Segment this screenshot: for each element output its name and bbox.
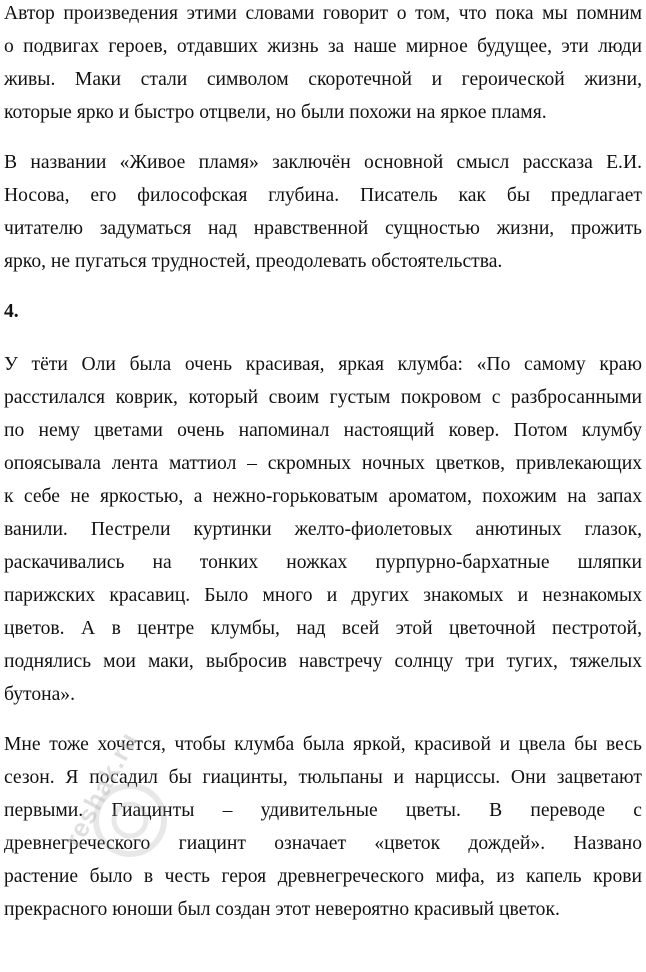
text-line: поднялись мои маки, выбросив навстречу солнцу три тугих, тяжелых [4, 651, 642, 672]
text-line: В названии «Живое пламя» заключён основной смысл рассказа Е.И. [4, 152, 642, 173]
text-line: раскачивались на тонких ножках пурпурно-бархатные шляпки [4, 552, 642, 573]
text-line: цветов. А в центре клумбы, над всей этой цветочной пестротой, [4, 618, 642, 639]
text-line: бутона». [4, 684, 75, 705]
text-line: первыми. Гиацинты – удивительные цветы. В переводе с [4, 800, 642, 821]
section-number-heading: 4. [4, 301, 19, 322]
text-line: Автор произведения этими словами говорит о том, что пока мы помним [4, 3, 642, 24]
text-line: Мне тоже хочется, чтобы клумба была яркой, красивой и цвела бы весь [4, 734, 642, 755]
text-line: которые ярко и быстро отцвели, но были похожи на яркое пламя. [4, 102, 547, 123]
text-line: ярко, не пугаться трудностей, преодолевать обстоятельства. [4, 251, 503, 272]
text-line: читателю задуматься над нравственной сущностью жизни, прожить [4, 218, 642, 239]
text-line: У тёти Оли была очень красивая, яркая клумба: «По самому краю [4, 354, 642, 375]
text-line: о подвигах героев, отдавших жизнь за наше мирное будущее, эти люди [4, 36, 642, 57]
text-line: живы. Маки стали символом скоротечной и героической жизни, [4, 69, 642, 90]
text-line: опоясывала лента маттиол – скромных ночных цветков, привлекающих [4, 453, 642, 474]
text-line: Носова, его философская глубина. Писатель как бы предлагает [4, 185, 642, 206]
text-line: по нему цветами очень напоминал настоящий ковер. Потом клумбу [4, 420, 642, 441]
text-line: ванили. Пестрели куртинки желто-фиолетовых анютиных глазок, [4, 519, 642, 540]
text-line: древнегреческого гиацинт означает «цветок дождей». Названо [4, 833, 642, 854]
text-line: растение было в честь героя древнегреческого мифа, из капель крови [4, 866, 642, 887]
text-line: прекрасного юноши был создан этот невероятно красивый цветок. [4, 899, 560, 920]
watermark-text: reshak.ru [58, 726, 144, 853]
text-line: сезон. Я посадил бы гиацинты, тюльпаны и нарциссы. Они зацветают [4, 767, 642, 788]
text-line: к себе не яркостью, а нежно-горьковатым ароматом, похожим на запах [4, 486, 642, 507]
text-line: расстилался коврик, который своим густым покровом с разбросанными [4, 387, 642, 408]
text-line: парижских красавиц. Было много и других знакомых и незнакомых [4, 585, 642, 606]
